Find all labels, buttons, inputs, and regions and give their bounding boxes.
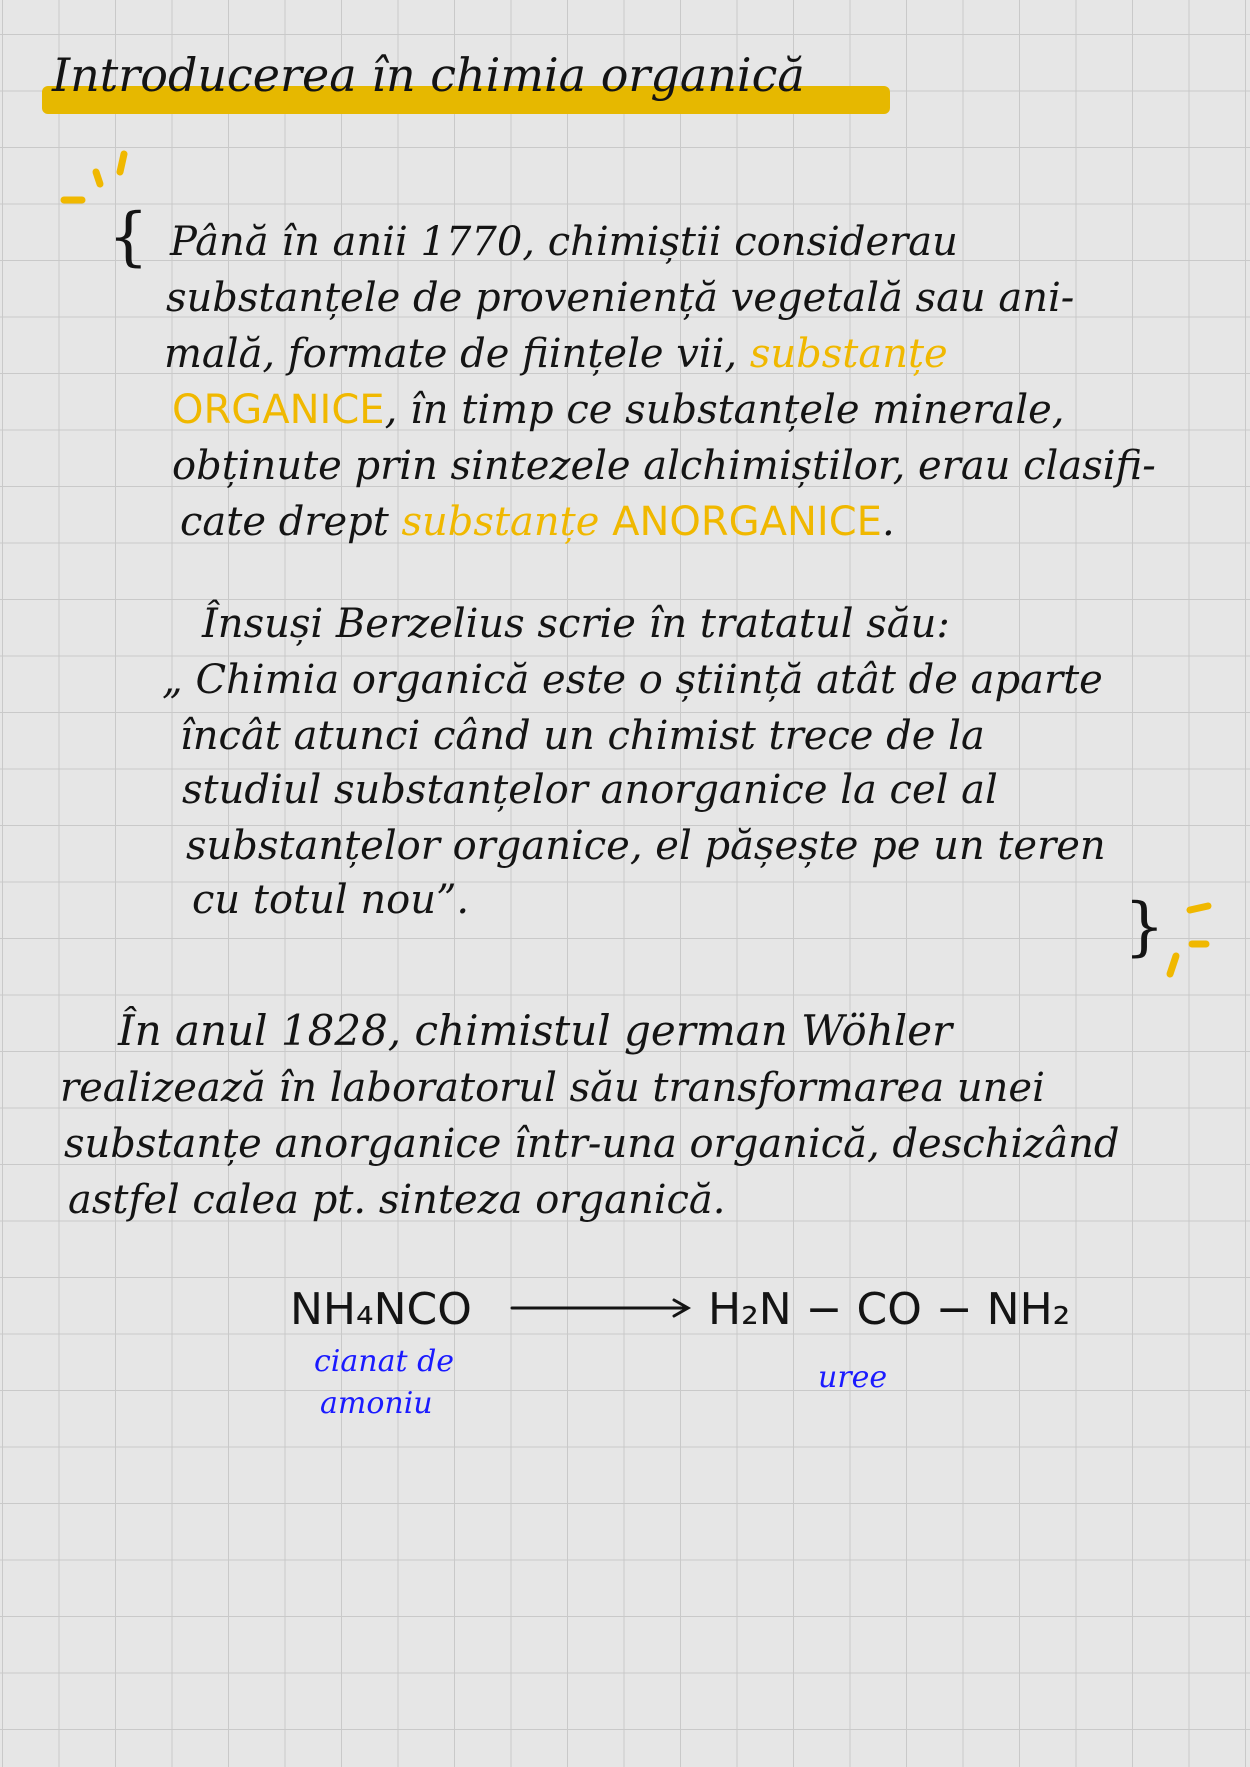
- p2-line-5: substanțelor organice, el pășește pe un teren: [186, 823, 1106, 869]
- p1-line-3-text: mală, formate de ființele vii,: [164, 331, 750, 377]
- p3-line-4: astfel calea pt. sinteza organică.: [68, 1177, 726, 1223]
- p3-line-3: substanțe anorganice într-una organică, deschizând: [64, 1121, 1120, 1167]
- p1-line-6-period: .: [881, 499, 895, 545]
- reaction-arrow: [512, 1300, 688, 1316]
- opening-brace: {: [108, 200, 149, 274]
- p1-line-6-text: cate drept: [180, 499, 402, 545]
- page-title: Introducerea în chimia organică: [52, 48, 805, 102]
- p1-line-4-text: , în timp ce substanțele minerale,: [384, 387, 1065, 433]
- p2-line-3: încât atunci când un chimist trece de la: [180, 713, 985, 759]
- sparkle-dash-right: [1190, 906, 1208, 910]
- reactant-label-line-2: amoniu: [320, 1386, 433, 1421]
- sparkle-dash-right: [1170, 956, 1176, 974]
- reactant-label-line-1: cianat de: [314, 1344, 455, 1379]
- highlight-anorganice: ANORGANICE: [599, 499, 882, 545]
- reactant-formula: NH₄NCO: [290, 1284, 472, 1335]
- p1-line-1: Până în anii 1770, chimiștii considerau: [170, 219, 958, 265]
- p1-line-2: substanțele de proveniență vegetală sau ani-: [166, 275, 1075, 321]
- p3-line-1: În anul 1828, chimistul german Wöhler: [118, 1006, 953, 1055]
- sparkle-dash-left: [96, 172, 100, 184]
- p2-line-4: studiul substanțelor anorganice la cel al: [182, 767, 998, 813]
- p2-line-6: cu totul nou”.: [192, 877, 470, 923]
- p1-line-5: obținute prin sintezele alchimiștilor, erau clasifi-: [172, 443, 1156, 489]
- p2-line-1: Însuși Berzelius scrie în tratatul său:: [202, 601, 950, 647]
- highlight-organice: ORGANICE: [172, 387, 385, 433]
- p3-line-2: realizează în laboratorul său transformarea unei: [60, 1065, 1045, 1111]
- sparkle-dash-left: [120, 154, 124, 172]
- product-label: uree: [818, 1360, 888, 1395]
- highlight-inorganic-substances: substanțe: [401, 499, 600, 545]
- p1-line-3: [164, 331, 948, 377]
- closing-brace: }: [1124, 890, 1165, 964]
- p2-line-2: „ Chimia organică este o știință atât de aparte: [162, 657, 1103, 703]
- p1-line-4: [172, 387, 1065, 433]
- p1-line-6: [180, 499, 895, 545]
- product-formula: H₂N − CO − NH₂: [708, 1284, 1071, 1335]
- highlight-organic-substances: substanțe: [749, 331, 948, 377]
